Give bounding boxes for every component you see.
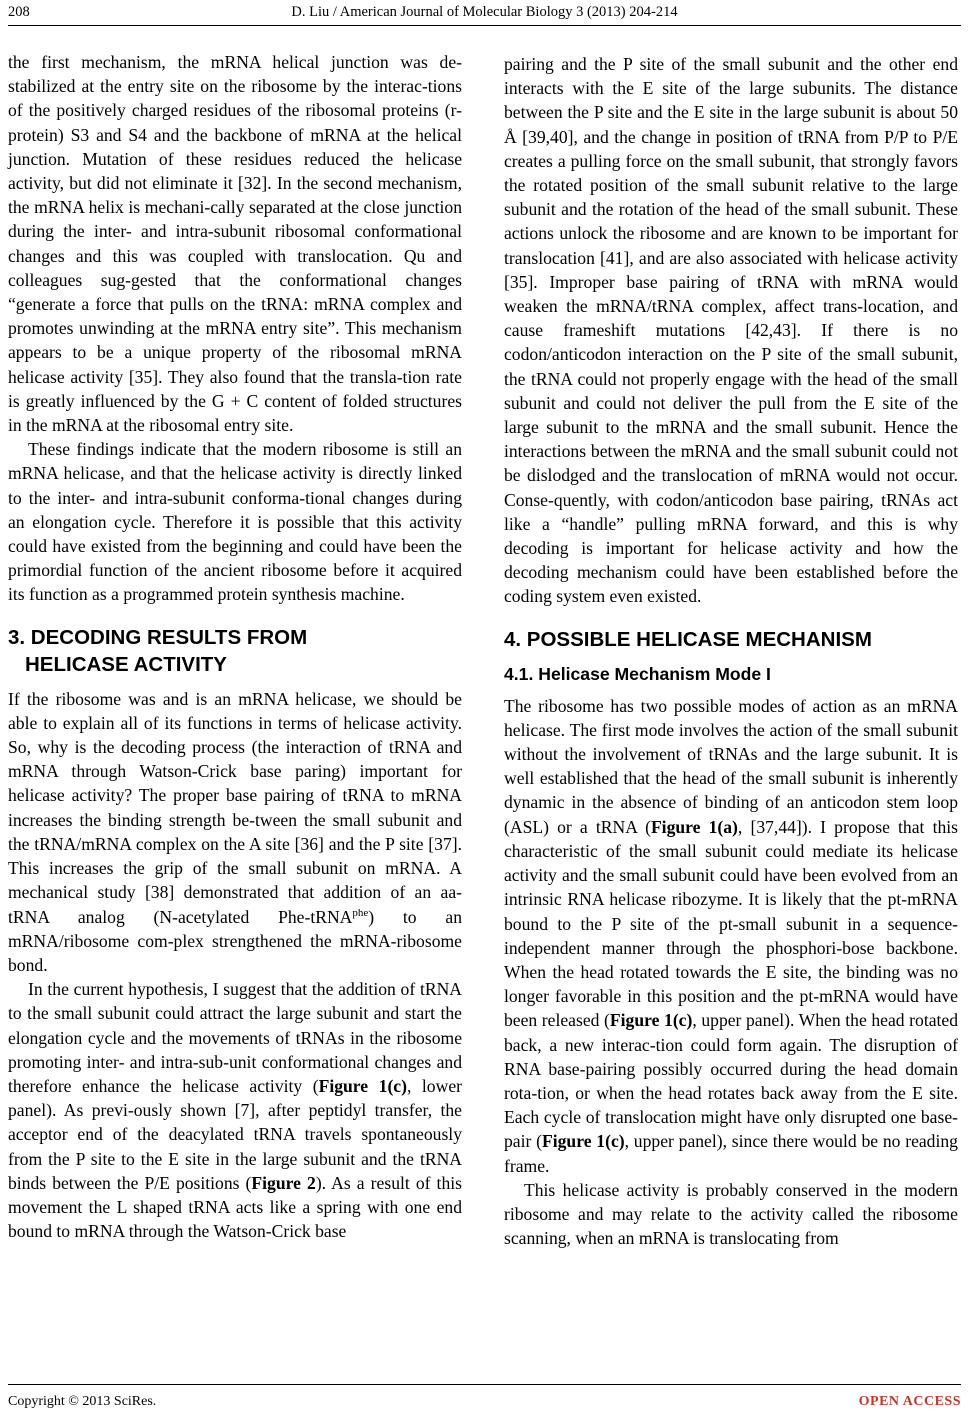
- paragraph-text: , upper panel). When the head rotated back, a new interac-tion could form again. The disruption of RNA base-pairing possibly occurred during the head domain rota-tion, or when the head rotates back away from the E site. Each cycle of translocation might have only disrupted one base-pair (: [504, 1010, 959, 1152]
- paragraph: [8, 687, 462, 977]
- running-head: D. Liu / American Journal of Molecular Biology 3 (2013) 204-214: [291, 4, 678, 20]
- paragraph-text: ) to an mRNA/ribosome com-plex strengthened the mRNA-ribosome bond.: [8, 906, 462, 975]
- figure-reference[interactable]: Figure 1(a): [650, 816, 738, 837]
- copyright-notice: Copyright © 2013 SciRes.: [8, 1394, 157, 1409]
- section-3-heading-line1: 3. DECODING RESULTS FROM: [8, 625, 308, 649]
- paragraph: [8, 977, 462, 1243]
- section-3-heading-line2: HELICASE ACTIVITY: [25, 652, 227, 676]
- left-column: [8, 50, 462, 1243]
- paragraph-text: The ribosome has two possible modes of action as an mRNA helicase. The first mode involves the action of the small subunit without the involvement of tRNAs and the large subunit. It is well established that the head of the small subunit is inherently dynamic in the absence of binding of an anticodon stem loop (ASL) or a tRNA (: [504, 695, 958, 837]
- paragraph-text: , [37,44]). I propose that this characteristic of the small subunit could mediate its helicase activity and the small subunit could have been evolved from an intrinsic RNA helicase ribozyme. It is likely that the pt-mRNA bound to the P site of the pt-small subunit in a sequence-independent manner through the phosphori-bose backbone. When the head rotated towards the E site, the binding was no longer favorable in this position and the pt-mRNA would have been released (: [504, 816, 958, 1031]
- paragraph: [504, 694, 958, 1178]
- paragraph: the first mechanism, the mRNA helical junction was de-stabilized at the entry site on the ribosome by the interac-tions of the positively charged residues of the ribosomal proteins (r-protein) S3 and S4 and the backbone of mRNA at the helical junction. Mutation of these residues reduced the helicase activity, but did not eliminate it [32]. In the second mechanism, the mRNA helix is mechani-cally separated at the close junction during the inter- and intra-subunit ribosomal conformational changes and this was coupled with translocation. Qu and colleagues sug-gested that the conformational changes “generate a force that pulls on the tRNA: mRNA complex and promotes unwinding at the mRNA entry site”. This mechanism appears to be a unique property of the ribosomal mRNA helicase activity [35]. They also found that the transla-tion rate is greatly influenced by the G + C content of folded structures in the mRNA at the ribosomal entry site.: [8, 52, 462, 436]
- paragraph-text: In the current hypothesis, I suggest that the addition of tRNA to the small subunit could attract the large subunit and start the elongation cycle and the movements of tRNAs in the ribosome promoting inter- and intra-sub-unit conformational changes and therefore enhance the helicase activity (: [8, 979, 462, 1096]
- figure-reference[interactable]: Figure 1(c): [542, 1131, 625, 1152]
- right-column: [504, 52, 958, 1250]
- section-3-heading: [8, 624, 462, 678]
- figure-reference[interactable]: Figure 1(c): [609, 1010, 693, 1031]
- subsection-4-1-heading: 4.1. Helicase Mechanism Mode I: [504, 663, 771, 684]
- figure-reference[interactable]: Figure 1(c): [318, 1075, 407, 1096]
- header-rule: [8, 25, 961, 26]
- paragraph-text: If the ribosome was and is an mRNA helicase, we should be able to explain all of its functions in terms of helicase activity. So, why is the decoding process (the interaction of tRNA and mRNA through Watson-Crick base paring) important for helicase activity? The proper base pairing of tRNA to mRNA increases the binding strength be-tween the small subunit and the tRNA/mRNA complex on the A site [36] and the P site [37]. This increases the grip of the small subunit on mRNA. A mechanical study [38] demonstrated that addition of an aa-tRNA analog (N-acetylated Phe-tRNA: [8, 688, 462, 927]
- page-number: 208: [8, 4, 30, 20]
- paragraph-text: ). As a result of this movement the L shaped tRNA acts like a spring with one end bound to mRNA through the Watson-Crick base: [8, 1172, 462, 1242]
- page-header: [0, 0, 969, 30]
- section-4-heading: 4. POSSIBLE HELICASE MECHANISM: [504, 627, 872, 651]
- figure-reference[interactable]: Figure 2: [251, 1172, 316, 1193]
- paragraph: pairing and the P site of the small subunit and the other end interacts with the E site of the large subunits. The distance between the P site and the E site in the large subunit is about 50 Å [39,40], and the change in position of tRNA from P/P to P/E creates a pulling force on the small subunit, that strongly favors the rotated position of the small subunit relative to the large subunit and the rotation of the head of the small subunit. These actions unlock the ribosome and are known to be important for translocation [41], and are also associated with helicase activity [35]. Improper base pairing of tRNA with mRNA would weaken the mRNA/tRNA complex, affect trans-location, and cause frameshift mutations [42,43]. If there is no codon/anticodon interaction on the P site of the small subunit, the tRNA could not properly engage with the head of the small subunit and could not deliver the pull from the E site of the large subunit to the mRNA and the small subunit. Hence the interactions between the mRNA and the small subunit could not be dislodged and the translocation of mRNA would not occur. Conse-quently, with codon/anticodon base pairing, tRNAs act like a “handle” pulling mRNA forward, and this is why decoding is important for helicase activity and how the decoding mechanism could have been established before the coding system even existed.: [504, 54, 958, 607]
- open-access-label: OPEN ACCESS: [858, 1394, 961, 1409]
- paragraph-text: , lower panel). As previ-ously shown [7], after peptidyl transfer, the acceptor end of the deacylated tRNA travels spontaneously from the P site to the E site in the large subunit and the tRNA binds between the P/E positions (: [8, 1075, 462, 1193]
- superscript: phe: [352, 906, 369, 919]
- paragraph: This helicase activity is probably conserved in the modern ribosome and may relate to the activity called the ribosome scanning, when an mRNA is translocating from: [504, 1179, 958, 1249]
- paragraph-text: , upper panel), since there would be no reading frame.: [504, 1131, 958, 1176]
- page-footer: [8, 1392, 961, 1412]
- footer-rule: [8, 1384, 961, 1385]
- paragraph: These findings indicate that the modern ribosome is still an mRNA helicase, and that the helicase activity is directly linked to the inter- and intra-subunit conforma-tional changes during an elongation cycle. Therefore it is possible that this activity could have existed from the beginning and could have been the primordial function of the ancient ribosome before it acquired its function as a programmed protein synthesis machine.: [8, 439, 462, 605]
